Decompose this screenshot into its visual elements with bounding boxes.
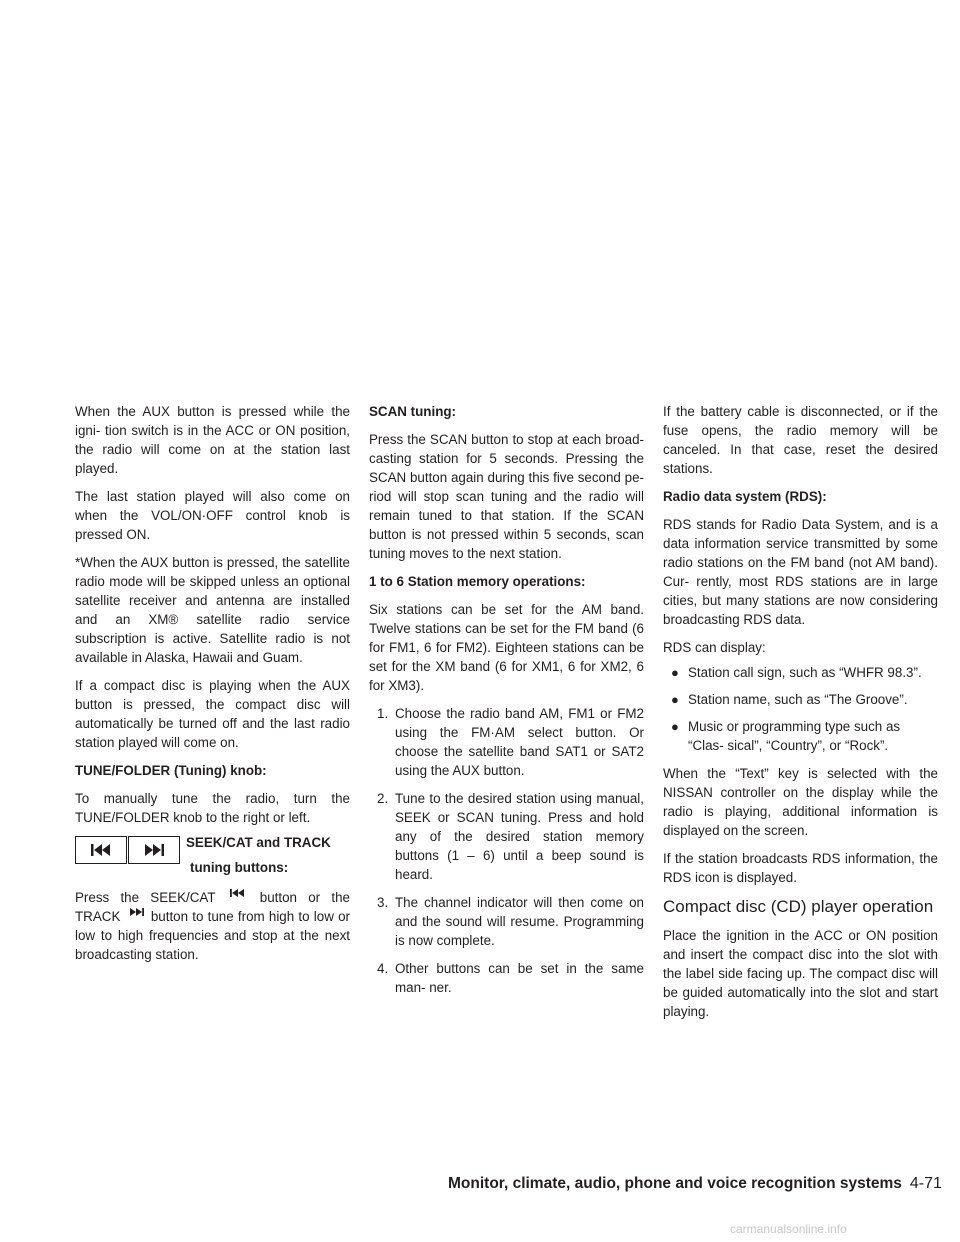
page-number: 4-71 xyxy=(909,1175,942,1192)
skip-forward-icon xyxy=(127,907,145,917)
seek-text-b: button or the TRACK xyxy=(75,890,350,924)
scan-paragraph: Press the SCAN button to stop at each broad- casting station for 5 seconds. Pressing the SCAN button again during this five second pe- riod will stop scan tuning and the radio will remain tuned to that station. If the SCAN button is not pressed within 5 seconds, scan tuning moves to the next station. xyxy=(369,432,644,561)
list-item xyxy=(369,893,644,950)
list-item xyxy=(663,717,938,755)
seek-track-heading-line2: tuning buttons: xyxy=(190,860,289,875)
rds-icon-paragraph: If the station broadcasts RDS information, the RDS icon is displayed. xyxy=(663,851,938,885)
memory-heading: 1 to 6 Station memory operations: xyxy=(369,574,586,589)
seek-text-c: button to tune from high to low or low to high frequencies and stop at the next broadcasting station. xyxy=(75,909,350,962)
list-item xyxy=(369,959,644,997)
rds-display-list xyxy=(663,663,938,755)
last-station-paragraph: The last station played will also come on when the VOL/ON·OFF control knob is pressed ON. xyxy=(75,489,350,542)
memory-paragraph: Six stations can be set for the AM band. Twelve stations can be set for the FM band (6 for FM1, 6 for FM2). Eighteen stations can be set for the XM band (6 for XM1, 6 for XM2, 6 for XM3). xyxy=(369,602,644,693)
seek-track-heading-line1: SEEK/CAT and TRACK xyxy=(186,835,331,850)
track-button-illustration xyxy=(128,836,180,864)
tune-folder-heading: TUNE/FOLDER (Tuning) knob: xyxy=(75,763,267,778)
text-key-paragraph: When the “Text” key is selected with the NISSAN controller on the display while the radio is playing, additional information is displayed on the screen. xyxy=(663,766,938,838)
step-number: 3. xyxy=(377,895,389,910)
compact-disc-aux-paragraph: If a compact disc is playing when the AUX button is pressed, the compact disc will automatically be turned off and the last radio station played will come on. xyxy=(75,678,350,750)
aux-paragraph: When the AUX button is pressed while the igni- tion switch is in the ACC or ON position, the radio will come on at the station last played. xyxy=(75,404,350,476)
bullet-text: Station name, such as “The Groove”. xyxy=(688,692,908,707)
battery-paragraph: If the battery cable is disconnected, or if the fuse opens, the radio memory will be canceled. In that case, reset the desired stations. xyxy=(663,404,938,476)
seek-text-a: Press the SEEK/CAT xyxy=(75,890,216,905)
bullet-icon: ● xyxy=(671,719,679,734)
list-item xyxy=(369,789,644,884)
cd-paragraph: Place the ignition in the ACC or ON position and insert the compact disc into the slot with the label side facing up. The compact disc will be guided automatically into the slot and start playing. xyxy=(663,928,938,1019)
bullet-text: Station call sign, such as “WHFR 98.3”. xyxy=(688,665,922,680)
step-text: Other buttons can be set in the same man- ner. xyxy=(395,961,644,995)
column-1 xyxy=(75,402,350,973)
step-number: 2. xyxy=(377,791,389,806)
list-item xyxy=(663,690,938,709)
step-number: 4. xyxy=(377,961,389,976)
column-3 xyxy=(663,402,938,1030)
skip-back-icon xyxy=(88,843,114,857)
bullet-icon: ● xyxy=(671,665,679,680)
seek-track-button-figure xyxy=(75,836,350,878)
scan-tuning-heading: SCAN tuning: xyxy=(369,404,457,419)
seek-track-heading xyxy=(186,833,331,878)
skip-forward-icon xyxy=(141,843,167,857)
step-text: Choose the radio band AM, FM1 or FM2 using the FM·AM select button. Or choose the satellite band SAT1 or SAT2 using the AUX button. xyxy=(395,706,644,778)
footer-section-title: Monitor, climate, audio, phone and voice recognition systems xyxy=(448,1175,902,1192)
list-item xyxy=(369,704,644,780)
rds-heading: Radio data system (RDS): xyxy=(663,489,827,504)
skip-back-icon xyxy=(229,888,247,898)
seek-button-illustration xyxy=(75,836,127,864)
bullet-text: Music or programming type such as “Clas- sical”, “Country”, or “Rock”. xyxy=(688,719,901,753)
step-number: 1. xyxy=(377,706,389,721)
page-footer xyxy=(448,1175,942,1193)
rds-paragraph: RDS stands for Radio Data System, and is a data information service transmitted by some radio stations on the FM band (not AM band). Cur- rently, most RDS stations are in large cities, but many stations are now considering broadcasting RDS data. xyxy=(663,517,938,627)
watermark: carmanualsonline.info xyxy=(730,1222,847,1236)
step-text: The channel indicator will then come on and the sound will resume. Programming is now complete. xyxy=(395,895,644,948)
step-text: Tune to the desired station using manual, SEEK or SCAN tuning. Press and hold any of the desired station memory buttons (1 – 6) until a beep sound is heard. xyxy=(395,791,644,882)
manual-tune-paragraph: To manually tune the radio, turn the TUNE/FOLDER knob to the right or left. xyxy=(75,791,350,825)
seek-track-paragraph xyxy=(75,888,350,964)
list-item xyxy=(663,663,938,682)
satellite-note-paragraph: *When the AUX button is pressed, the satellite radio mode will be skipped unless an optional satellite receiver and antenna are installed and an XM® satellite radio service subscription is active. Satellite radio is not available in Alaska, Hawaii and Guam. xyxy=(75,555,350,665)
bullet-icon: ● xyxy=(671,692,679,707)
rds-display-intro: RDS can display: xyxy=(663,640,766,655)
cd-section-heading: Compact disc (CD) player operation xyxy=(663,897,934,916)
column-2 xyxy=(369,402,644,1006)
memory-steps-list xyxy=(369,704,644,997)
